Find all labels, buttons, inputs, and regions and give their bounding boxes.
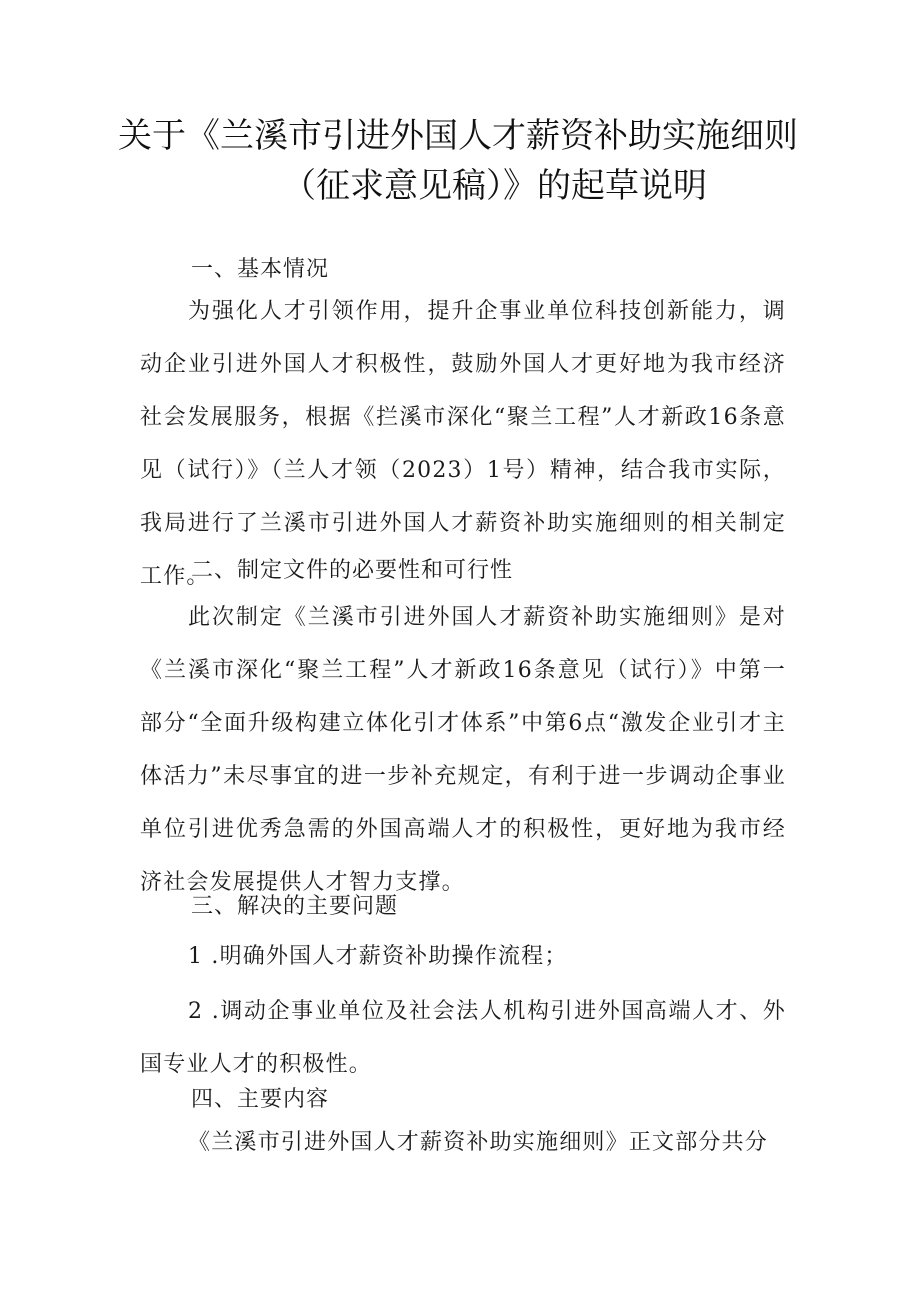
section-heading-necessity: 二、制定文件的必要性和可行性 (191, 558, 514, 583)
document-title-line-2: （征求意见稿）》的起草说明 (282, 166, 707, 206)
section-paragraph-main-content: 《兰溪市引进外国人才薪资补助实施细则》正文部分共分 (188, 1130, 769, 1155)
list-item-problem-2: 2 .调动企事业单位及社会法人机构引进外国高端人才、外国专业人才的积极性。 (140, 999, 786, 1077)
section-paragraph-necessity: 此次制定《兰溪市引进外国人才薪资补助实施细则》是对《兰溪市深化“聚兰工程”人才新政16条意见（试行）》中第一部分“全面升级构建立体化引才体系”中第6点“激发企业引才主体活力”未尽事宜的进一步补充规定，有利于进一步调动企事业单位引进优秀急需的外国高端人才的积极性，更好地为我市经济社会发展提供人才智力支撑。 (140, 605, 786, 895)
section-heading-main-problems: 三、解决的主要问题 (191, 894, 399, 919)
document-title-line-1: 关于《兰溪市引进外国人才薪资补助实施细则 (118, 116, 798, 156)
section-heading-main-content: 四、主要内容 (191, 1087, 330, 1112)
section-heading-basic-situation: 一、基本情况 (191, 257, 330, 282)
section-paragraph-basic-situation: 为强化人才引领作用，提升企事业单位科技创新能力，调动企业引进外国人才积极性，鼓励外国人才更好地为我市经济社会发展服务，根据《拦溪市深化“聚兰工程”人才新政16条意见（试行）》（兰人才领（2023）1号）精神，结合我市实际，我局进行了兰溪市引进外国人才薪资补助实施细则的相关制定工作。 (140, 299, 786, 589)
list-item-problem-1: 1 .明确外国人才薪资补助操作流程； (188, 944, 568, 969)
